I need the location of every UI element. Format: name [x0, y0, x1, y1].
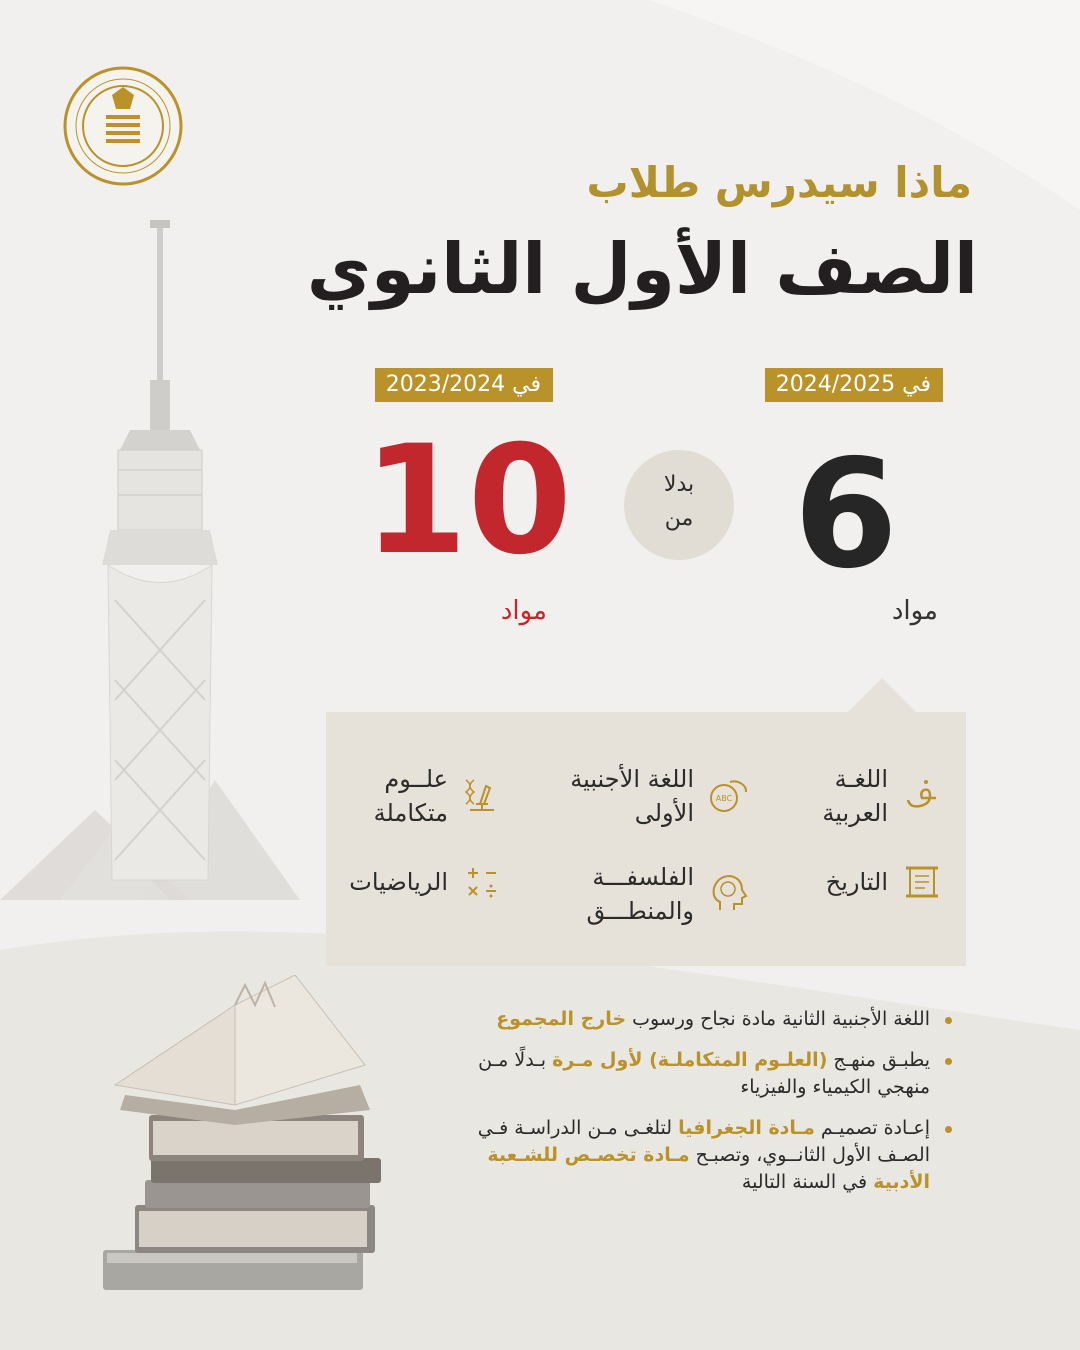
note-highlight: (العلـوم المتكاملـة) لأول مـرة	[552, 1049, 828, 1071]
note-text: يطبـق منهـج	[827, 1049, 930, 1071]
subject-first-foreign-language	[570, 762, 750, 830]
ministry-logo	[62, 65, 184, 187]
new-year-badge: في 2024/2025	[765, 368, 943, 402]
old-subjects-word	[501, 596, 547, 626]
subject-history	[826, 860, 944, 904]
old-year-badge: في 2023/2024	[375, 368, 553, 402]
subject-label-line1: علــوم	[384, 765, 448, 793]
instead-line2: من	[664, 506, 694, 531]
subject-label-line2: متكاملة	[373, 799, 448, 827]
subjects-panel	[326, 712, 966, 966]
speech-bubbles-icon	[706, 774, 750, 818]
note-item	[452, 1006, 952, 1033]
panel-pointer	[848, 678, 916, 712]
instead-of-circle	[624, 450, 734, 560]
subject-integrated-sciences	[374, 762, 504, 830]
note-text: لتلغـى مـن الدراسـة فـي الصـف الأول الثانــوي، وتصبـح	[477, 1117, 930, 1166]
note-text: في السنة التالية	[741, 1171, 874, 1193]
note-text: اللغة الأجنبية الثانية مادة نجاح ورسوب	[626, 1008, 930, 1030]
subject-label-line1: اللغة الأجنبية	[570, 765, 694, 793]
notes-list	[452, 1006, 952, 1210]
head-brain-icon	[706, 872, 750, 916]
note-highlight: خارج المجموع	[496, 1008, 627, 1030]
cairo-tower-illustration	[0, 180, 330, 980]
subjects-word-text: مواد	[891, 596, 938, 626]
scroll-icon	[900, 860, 944, 904]
svg-text:ABC: ABC	[715, 794, 733, 803]
subject-label-line1: الفلسفـــة	[592, 863, 694, 891]
instead-line1: بدلا	[663, 472, 695, 497]
title-heading: الصف الأول الثانوي	[306, 228, 978, 310]
old-subject-count: 10	[363, 414, 572, 588]
note-item	[452, 1115, 952, 1196]
arabic-letter-icon	[900, 774, 944, 818]
microscope-dna-icon	[460, 774, 504, 818]
subject-philosophy-logic	[587, 860, 750, 928]
new-subject-count: 6	[793, 428, 898, 602]
subject-label-line1: اللغـة	[834, 765, 888, 793]
subject-label-line1: التاريخ	[825, 868, 888, 896]
title-subheading: ماذا سيدرس طلاب	[586, 158, 972, 207]
math-symbols-icon	[460, 860, 504, 904]
subjects-word-text: مواد	[500, 596, 547, 626]
note-item	[452, 1047, 952, 1101]
books-stack-illustration	[95, 975, 390, 1305]
subject-label-line2: الأولى	[634, 799, 694, 827]
new-subjects-word	[892, 596, 938, 626]
subject-arabic	[822, 762, 944, 830]
subject-label-line2: العربية	[822, 799, 888, 827]
note-text: بـدلًا مـن منهجي الكيمياء والفيزياء	[478, 1049, 930, 1098]
note-highlight: مـادة تخصـص للشـعبة الأدبية	[487, 1144, 930, 1193]
subject-label-line1: الرياضيات	[349, 868, 448, 896]
note-text: إعـادة تصميـم	[814, 1117, 930, 1139]
subject-mathematics	[349, 860, 504, 904]
subject-label-line2: والمنطـــق	[586, 897, 694, 925]
note-highlight: مـادة الجغرافيا	[678, 1117, 815, 1139]
